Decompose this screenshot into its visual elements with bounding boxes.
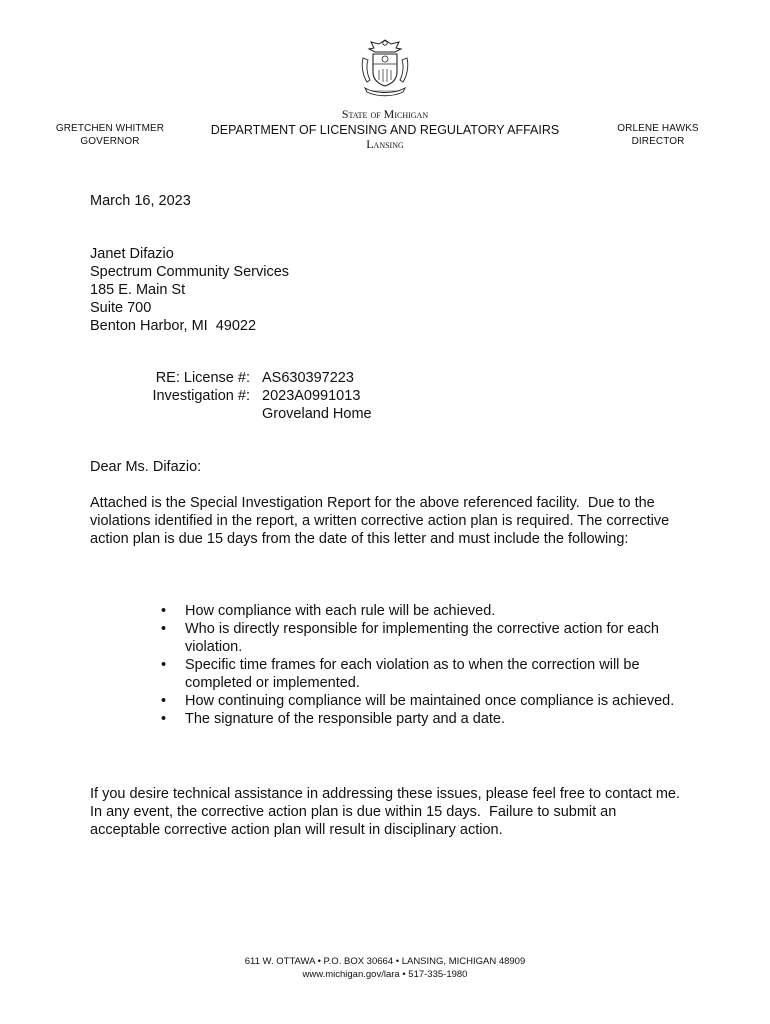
list-item-text: The signature of the responsible party and a date.: [185, 711, 506, 727]
letter-date: March 16, 2023: [90, 193, 191, 209]
recipient-name: Janet Difazio: [90, 246, 174, 262]
list-item-text: Who is directly responsible for implementing the corrective action for each violation.: [185, 621, 659, 655]
list-item: [155, 620, 695, 656]
license-number: AS630397223: [262, 370, 354, 386]
list-item-text: How compliance with each rule will be achieved.: [185, 603, 496, 619]
governor-block: [46, 122, 174, 148]
salutation: Dear Ms. Difazio:: [90, 459, 202, 475]
list-item: [155, 602, 695, 620]
director-block: [602, 122, 714, 148]
requirements-list: [155, 602, 695, 728]
closing-paragraph: If you desire technical assistance in addressing these issues, please feel free to contact me. In any event, the corrective action plan is due within 15 days. Failure to submit an acceptable corrective action plan will result in disciplinary action.: [90, 786, 689, 838]
governor-title: GOVERNOR: [80, 136, 140, 147]
intro-paragraph: Attached is the Special Investigation Report for the above referenced facility. Due to the violations identified in the report, a written corrective action plan is required. The corrective action plan is due 15 days from the date of this letter and must include the following:: [90, 495, 674, 547]
bullet-icon: •: [161, 603, 167, 619]
list-item: [155, 710, 695, 728]
footer-contact: www.michigan.gov/lara • 517-335-1980: [302, 969, 468, 980]
governor-name: GRETCHEN WHITMER: [55, 123, 165, 134]
reference-block: [90, 369, 372, 423]
investigation-label: Investigation #:: [152, 388, 250, 404]
michigan-state-seal-icon: [357, 36, 413, 98]
footer: [130, 955, 640, 981]
facility-name: Groveland Home: [262, 406, 372, 422]
facility-label-spacer: [90, 405, 262, 423]
bullet-icon: •: [161, 621, 167, 637]
list-item-text: How continuing compliance will be maintained once compliance is achieved.: [185, 693, 675, 709]
list-item: [155, 692, 695, 710]
recipient-suite: Suite 700: [90, 300, 152, 316]
list-item: [155, 656, 695, 692]
bullet-icon: •: [161, 711, 167, 727]
investigation-number: 2023A0991013: [262, 388, 361, 404]
city-name: Lansing: [366, 137, 404, 151]
recipient-city-state-zip: Benton Harbor, MI 49022: [90, 318, 257, 334]
bullet-icon: •: [161, 657, 167, 673]
state-name: State of Michigan: [341, 107, 429, 121]
footer-address: 611 W. OTTAWA • P.O. BOX 30664 • LANSING, MICHIGAN 48909: [244, 956, 526, 967]
director-name: ORLENE HAWKS: [617, 123, 699, 134]
recipient-street: 185 E. Main St: [90, 282, 186, 298]
department-name: DEPARTMENT OF LICENSING AND REGULATORY AFFAIRS: [210, 123, 560, 137]
recipient-organization: Spectrum Community Services: [90, 264, 290, 280]
license-label: RE: License #:: [155, 370, 250, 386]
list-item-text: Specific time frames for each violation as to when the correction will be completed or implemented.: [185, 657, 640, 691]
director-title: DIRECTOR: [631, 136, 685, 147]
recipient-address: [90, 245, 289, 335]
bullet-icon: •: [161, 693, 167, 709]
